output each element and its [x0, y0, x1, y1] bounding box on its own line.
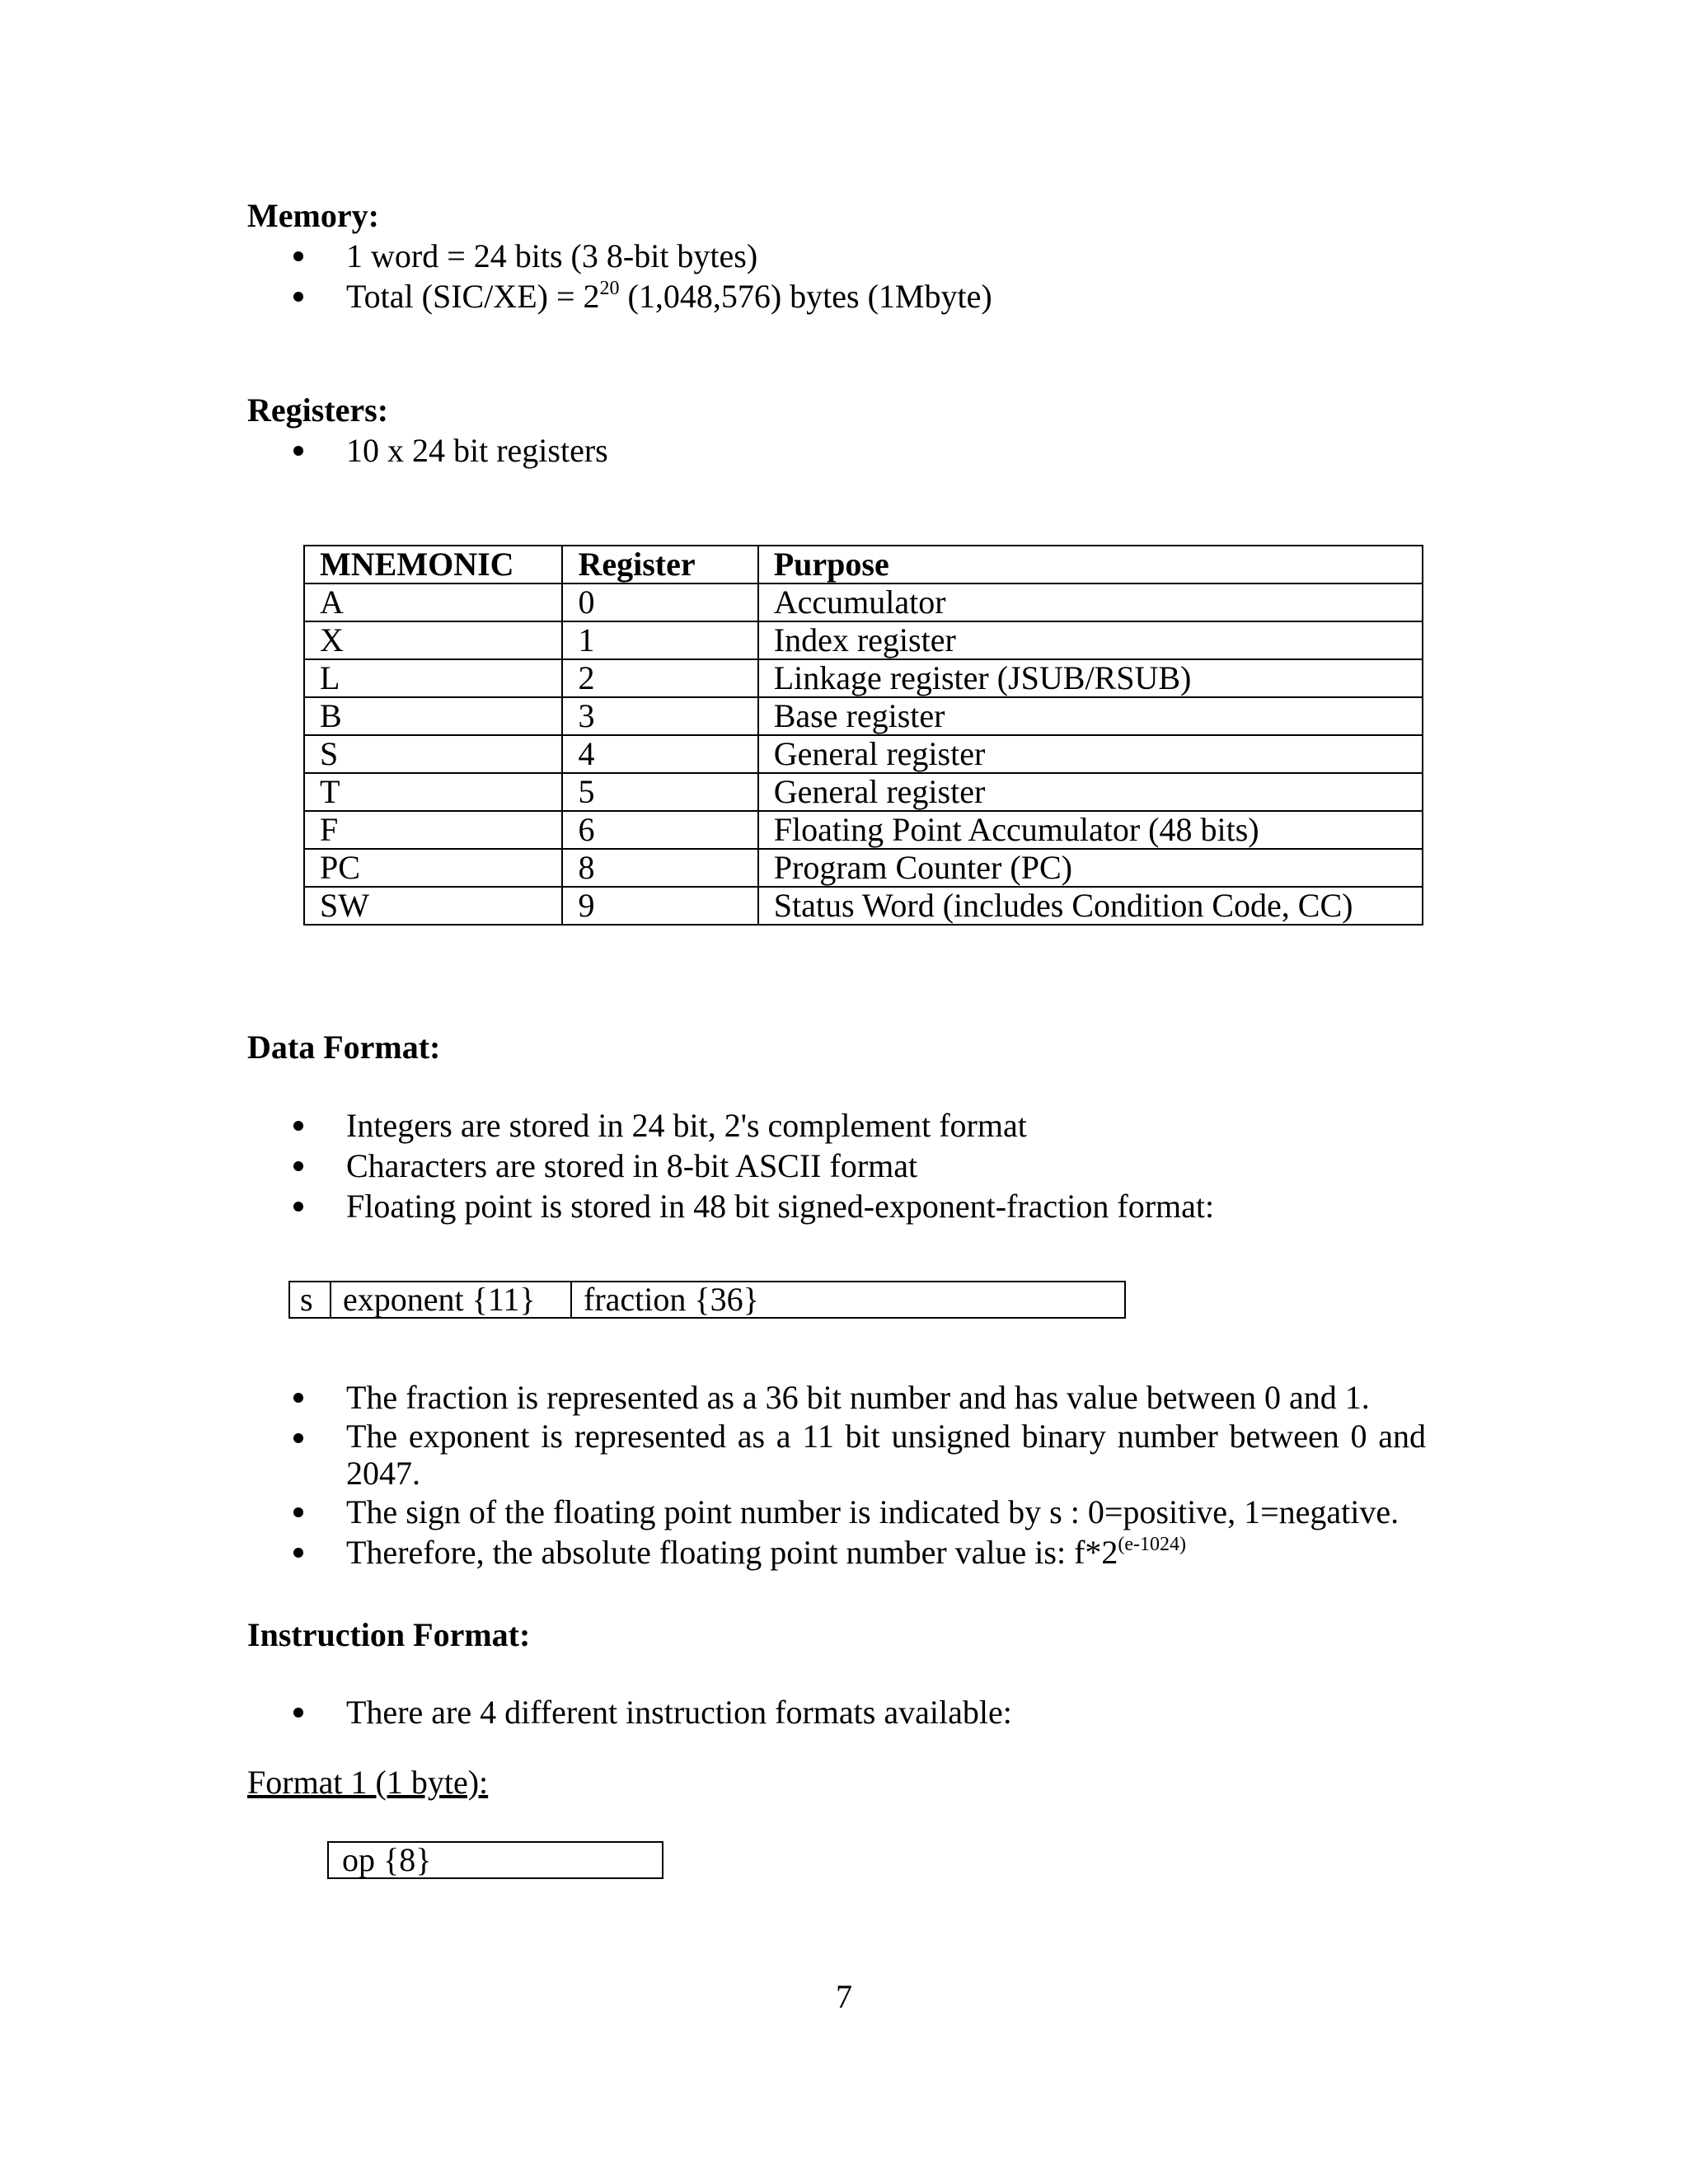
memory-heading: Memory: — [247, 197, 379, 234]
purpose-cell: Program Counter (PC) — [758, 849, 1423, 887]
exponent-field: exponent {11} — [331, 1282, 572, 1317]
memory-word-size: 1 word = 24 bits (3 8-bit bytes) — [346, 237, 758, 274]
register-cell: 9 — [562, 887, 757, 925]
list-item — [288, 276, 1426, 316]
register-cell: 2 — [562, 659, 757, 697]
fraction-field: fraction {36} — [584, 1281, 759, 1318]
value-formula-text — [346, 1532, 1426, 1572]
register-cell: 6 — [562, 811, 757, 849]
list-item — [288, 236, 1426, 276]
floating-point-details-list — [288, 1377, 1426, 1572]
registers-count: 10 x 24 bit registers — [346, 432, 608, 469]
memory-bullet-list — [288, 236, 1426, 316]
mnemonic-cell: L — [304, 659, 562, 697]
purpose-cell: Floating Point Accumulator (48 bits) — [758, 811, 1423, 849]
list-item — [288, 1377, 1426, 1418]
purpose-cell: General register — [758, 773, 1423, 811]
mnemonic-cell: T — [304, 773, 562, 811]
mnemonic-cell: F — [304, 811, 562, 849]
table-row — [304, 697, 1423, 735]
bullet-icon — [293, 1433, 303, 1443]
column-header-mnemonic: MNEMONIC — [304, 546, 562, 583]
sign-field: s — [290, 1282, 331, 1317]
memory-total-prefix: Total (SIC/XE) = 2 — [346, 278, 600, 315]
table-row — [304, 887, 1423, 925]
table-header-row — [304, 546, 1423, 583]
table-row — [304, 849, 1423, 887]
register-cell: 5 — [562, 773, 757, 811]
bullet-icon — [293, 292, 303, 302]
list-item — [288, 1186, 1426, 1226]
formula-prefix: Therefore, the absolute floating point number value is: f*2 — [346, 1534, 1118, 1571]
table-row — [304, 621, 1423, 659]
table-row — [304, 735, 1423, 773]
registers-bullet-list — [288, 430, 1426, 471]
register-cell: 0 — [562, 583, 757, 621]
floating-point-format-text: Floating point is stored in 48 bit signed-exponent-fraction format: — [346, 1188, 1215, 1225]
list-item — [288, 1418, 1426, 1492]
column-header-purpose: Purpose — [758, 546, 1423, 583]
mnemonic-cell: S — [304, 735, 562, 773]
list-item — [288, 430, 1426, 471]
register-cell: 1 — [562, 621, 757, 659]
mnemonic-cell: B — [304, 697, 562, 735]
mnemonic-cell: PC — [304, 849, 562, 887]
table-row — [304, 773, 1423, 811]
mnemonic-cell: SW — [304, 887, 562, 925]
registers-heading: Registers: — [247, 391, 389, 429]
list-item — [288, 1492, 1426, 1532]
purpose-cell: General register — [758, 735, 1423, 773]
list-item — [288, 1532, 1426, 1572]
memory-total-suffix: (1,048,576) bytes (1Mbyte) — [619, 278, 992, 315]
bullet-icon — [293, 1121, 303, 1131]
register-cell: 8 — [562, 849, 757, 887]
exponent-description: The exponent is represented as a 11 bit unsigned binary number between 0 and 2047. — [346, 1418, 1426, 1492]
integer-format-text: Integers are stored in 24 bit, 2's complement format — [346, 1107, 1027, 1144]
bullet-icon — [293, 446, 303, 456]
bullet-icon — [293, 1507, 303, 1517]
bullet-icon — [293, 1161, 303, 1171]
format-1-layout-box — [327, 1841, 663, 1879]
purpose-cell: Linkage register (JSUB/RSUB) — [758, 659, 1423, 697]
memory-total-size — [346, 276, 1426, 316]
bullet-icon — [293, 1202, 303, 1212]
instruction-format-bullet-list — [288, 1692, 1426, 1732]
list-item — [288, 1146, 1426, 1186]
sign-description: The sign of the floating point number is indicated by s : 0=positive, 1=negative. — [346, 1493, 1400, 1530]
register-cell: 4 — [562, 735, 757, 773]
memory-total-exponent: 20 — [599, 278, 620, 299]
column-header-register: Register — [562, 546, 757, 583]
bullet-icon — [293, 251, 303, 261]
purpose-cell: Base register — [758, 697, 1423, 735]
bullet-icon — [293, 1393, 303, 1403]
table-row — [304, 811, 1423, 849]
page-number: 7 — [836, 1978, 852, 2015]
bullet-icon — [293, 1548, 303, 1558]
mnemonic-cell: A — [304, 583, 562, 621]
data-format-bullet-list — [288, 1105, 1426, 1226]
mnemonic-cell: X — [304, 621, 562, 659]
register-cell: 3 — [562, 697, 757, 735]
data-format-heading: Data Format: — [247, 1029, 441, 1066]
character-format-text: Characters are stored in 8-bit ASCII format — [346, 1147, 918, 1184]
instruction-format-heading: Instruction Format: — [247, 1616, 531, 1653]
table-row — [304, 583, 1423, 621]
purpose-cell: Index register — [758, 621, 1423, 659]
bullet-icon — [293, 1708, 303, 1718]
purpose-cell: Status Word (includes Condition Code, CC) — [758, 887, 1423, 925]
formula-exponent: (e-1024) — [1118, 1534, 1187, 1555]
floating-point-layout-box — [288, 1281, 1126, 1319]
list-item — [288, 1105, 1426, 1146]
format-1-title: Format 1 (1 byte): — [247, 1764, 489, 1801]
opcode-field: op {8} — [342, 1841, 432, 1878]
fraction-description: The fraction is represented as a 36 bit number and has value between 0 and 1. — [346, 1379, 1370, 1416]
table-row — [304, 659, 1423, 697]
list-item — [288, 1692, 1426, 1732]
instruction-formats-count: There are 4 different instruction formats available: — [346, 1694, 1012, 1731]
purpose-cell: Accumulator — [758, 583, 1423, 621]
registers-table — [303, 545, 1423, 926]
